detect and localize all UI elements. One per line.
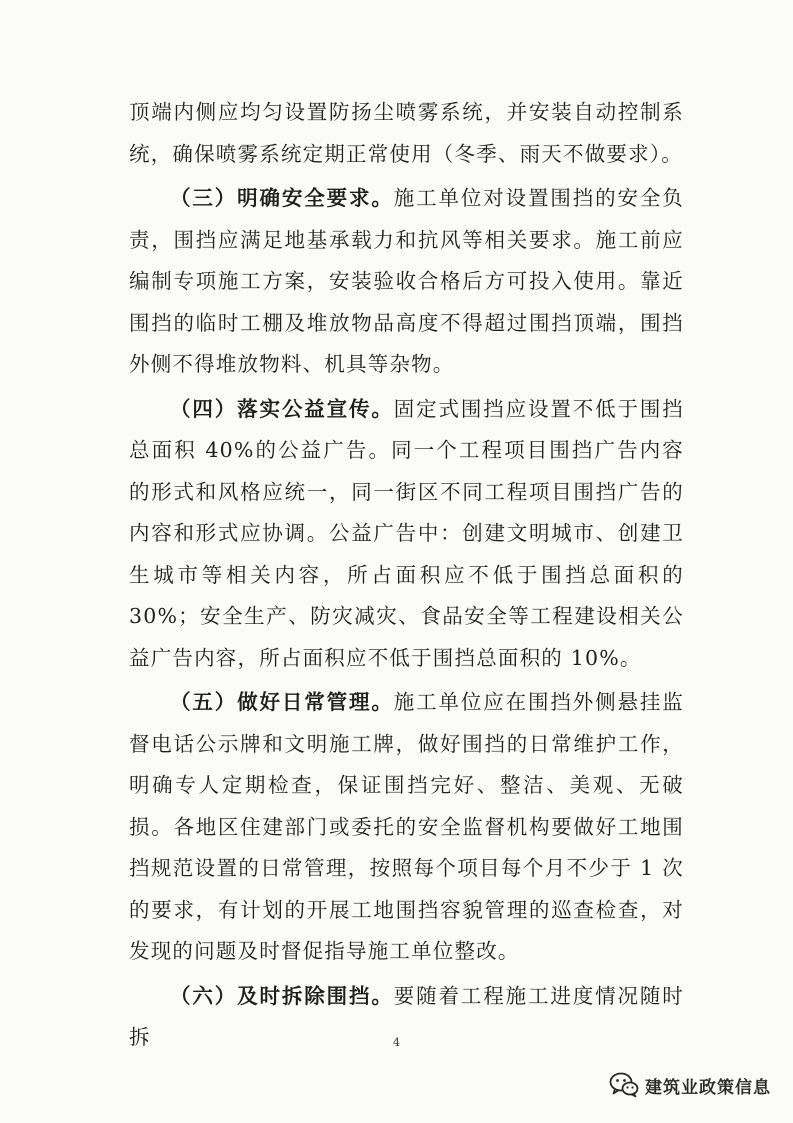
paragraph-section-5: [129, 682, 684, 973]
paragraph-text: 要随着工程施工进度情况随时拆: [129, 983, 685, 1049]
paragraph-text: 顶端内侧应均匀设置防扬尘喷雾系统，并安装自动控制系统，确保喷雾系统定期正常使用（冬季、雨天不做要求）。: [129, 100, 684, 166]
paragraph-section-4: [129, 389, 684, 680]
paragraph-text: 施工单位对设置围挡的安全负责，围挡应满足地基承载力和抗风等相关要求。施工前应编制专项施工方案，安装验收合格后方可投入使用。靠近围挡的临时工棚及堆放物品高度不得超过围挡顶端，围挡外侧不得堆放物料、机具等杂物。: [129, 186, 685, 376]
section-heading: （三）明确安全要求。: [170, 186, 394, 210]
section-heading: （六）及时拆除围挡。: [170, 983, 394, 1008]
watermark: [609, 1072, 771, 1098]
wechat-icon: [609, 1072, 639, 1098]
paragraph-text: 固定式围挡应设置不低于围挡总面积 40%的公益广告。同一个工程项目围挡广告内容的形式和风格应统一，同一街区不同工程项目围挡广告的内容和形式应协调。公益广告中：创建文明城市、创建卫生城市等相关内容，所占面积应不低于围挡总面积的 30%；安全生产、防灾减灾、食品安全等工程建设相关公益广告内容，所占面积应不低于围挡总面积的 10%。: [129, 396, 685, 670]
section-heading: （四）落实公益宣传。: [170, 396, 394, 421]
watermark-text: 建筑业政策信息: [645, 1077, 771, 1098]
section-heading: （五）做好日常管理。: [170, 690, 394, 714]
body-text: [129, 92, 684, 1059]
paragraph-continuation: [129, 92, 684, 175]
paragraph-text: 施工单位应在围挡外侧悬挂监督电话公示牌和文明施工牌，做好围挡的日常维护工作，明确专人定期检查，保证围挡完好、整洁、美观、无破损。各地区住建部门或委托的安全监督机构要做好工地围挡规范设置的日常管理，按照每个项目每个月不少于 1 次的要求，有计划的开展工地围挡容貌管理的巡查检查，对发现的问题及时督促指导施工单位整改。: [129, 690, 685, 963]
page-number: 4: [393, 1036, 400, 1049]
paragraph-section-3: [129, 178, 684, 386]
